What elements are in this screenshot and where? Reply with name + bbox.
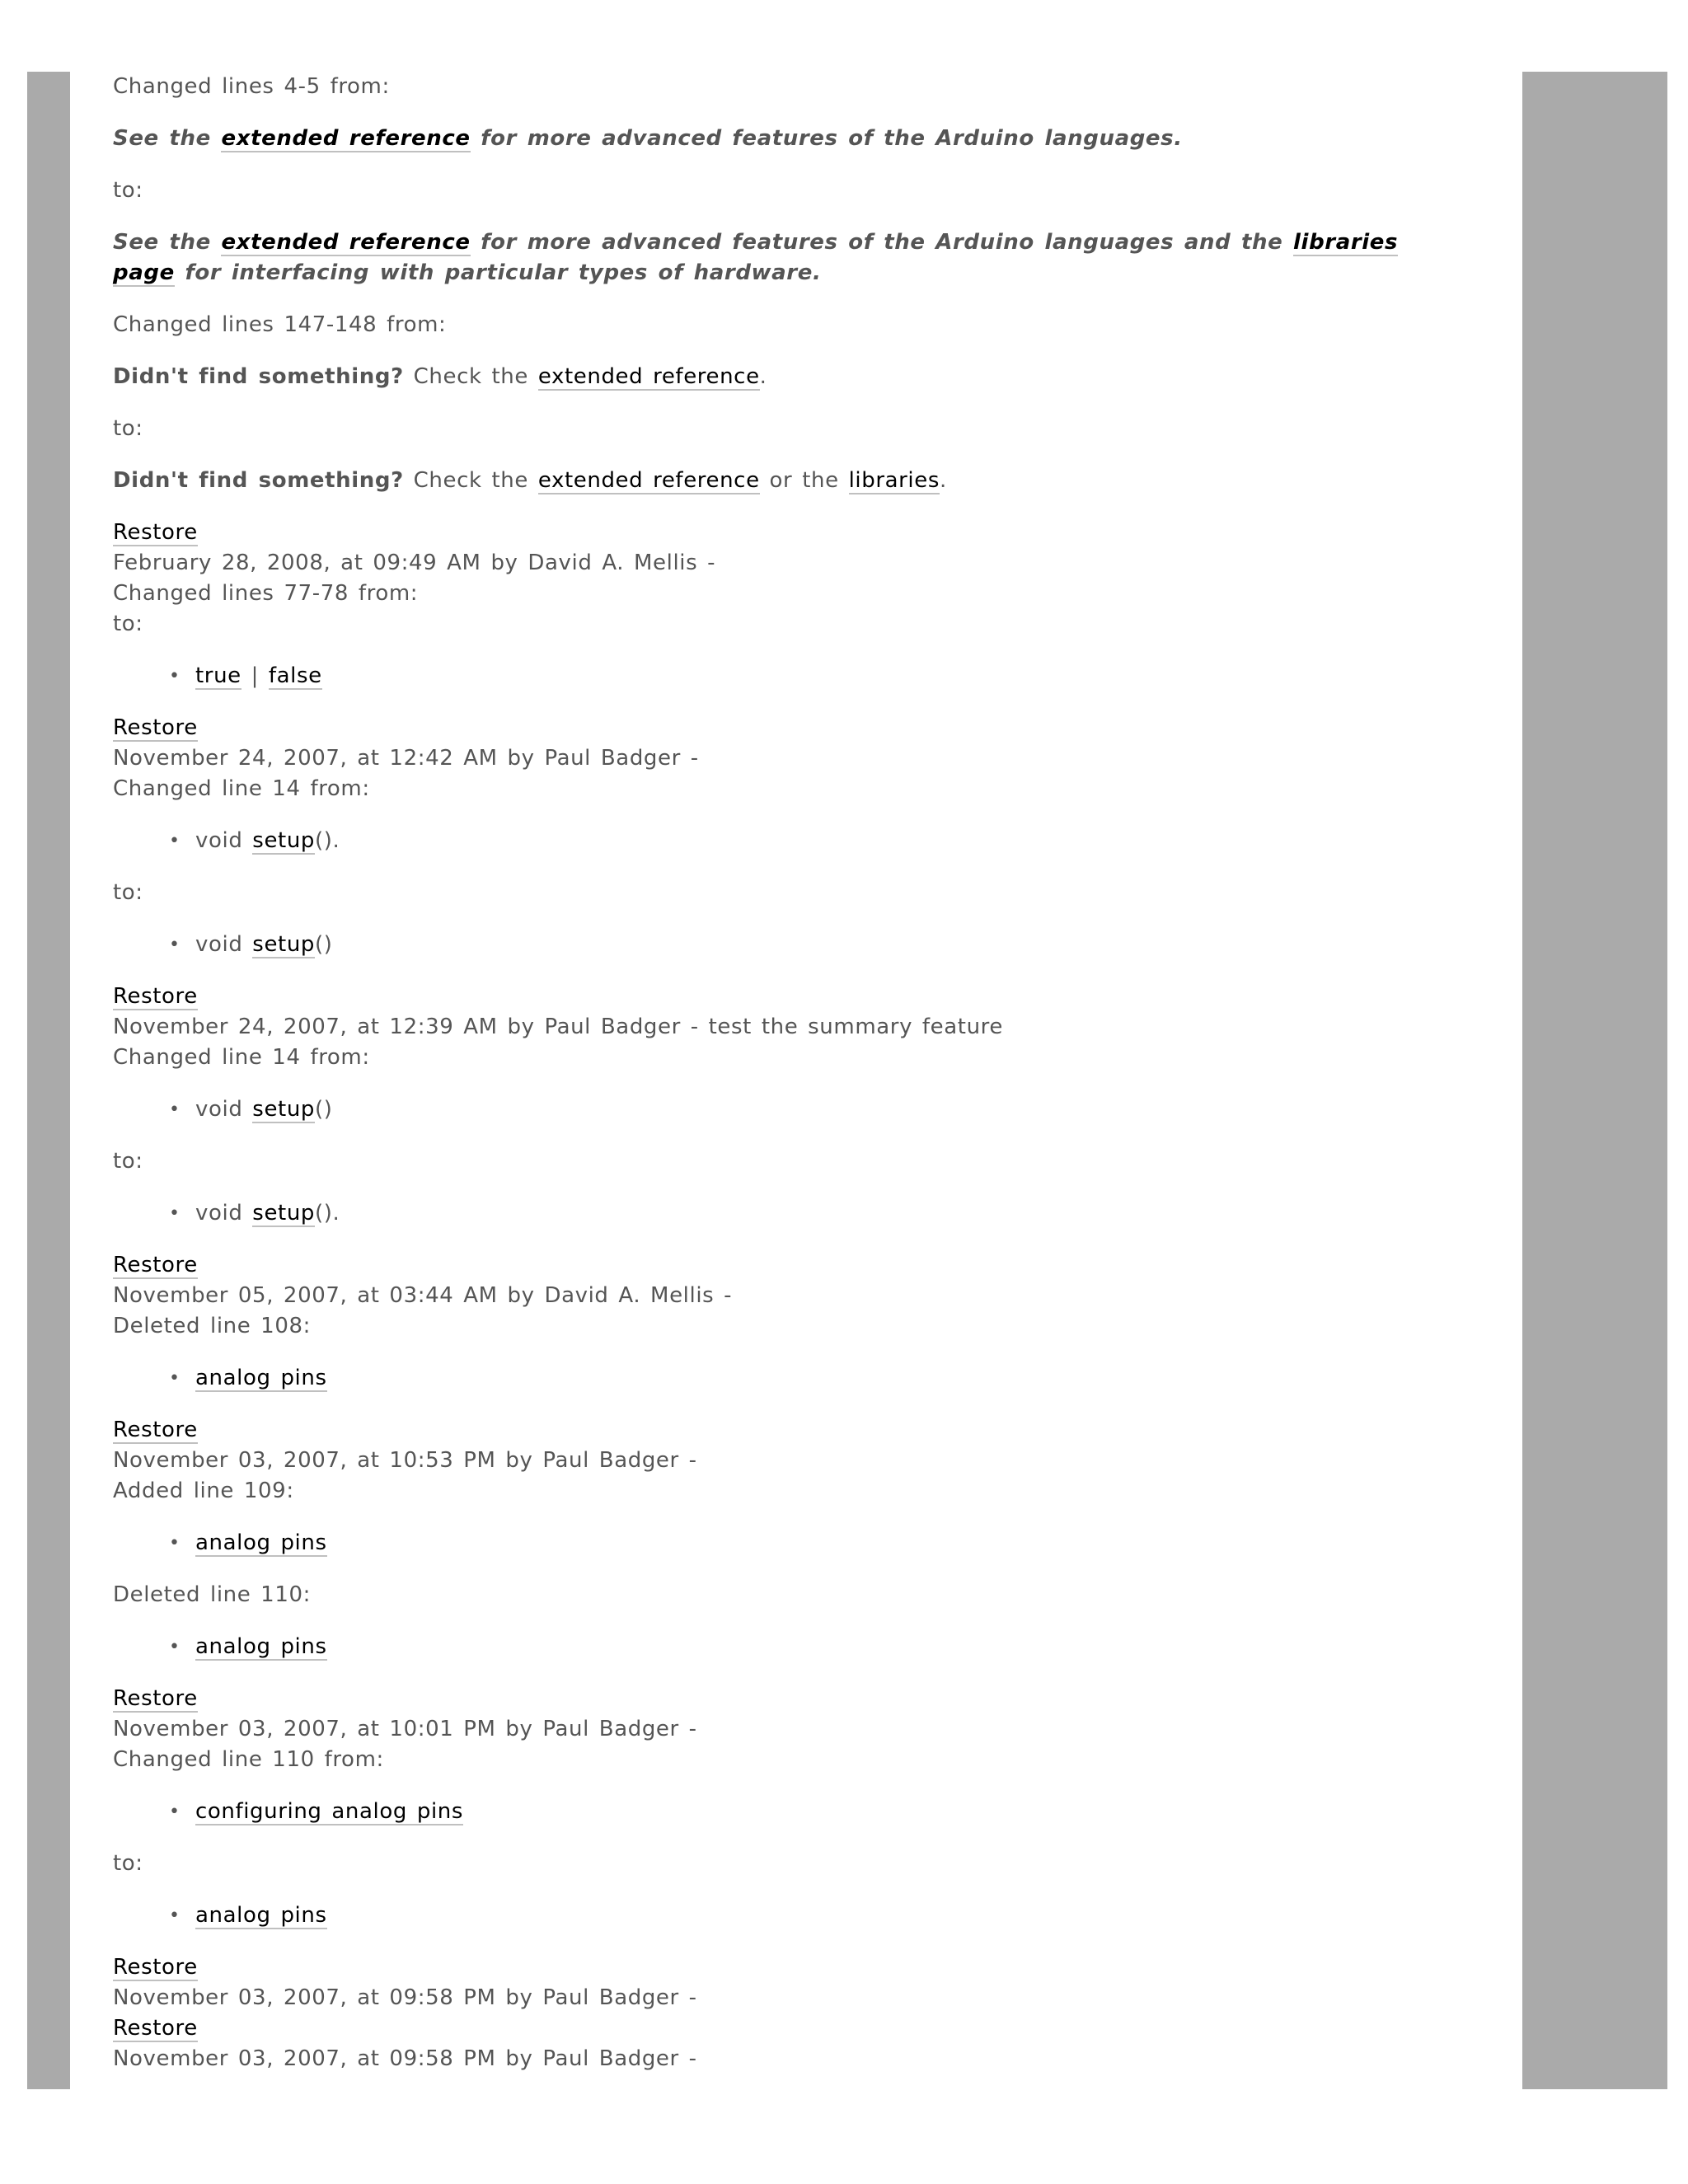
bullet-icon: • — [169, 1905, 181, 1926]
change-description: Changed lines 4-5 from: — [113, 74, 390, 99]
bullet-icon: • — [169, 1368, 181, 1389]
analog-pins-link[interactable]: analog pins — [195, 1366, 327, 1390]
entry-meta: November 03, 2007, at 09:58 PM by Paul Badger - — [113, 1985, 697, 2010]
change-description: Changed lines 147-148 from: — [113, 312, 447, 337]
bullet-icon: • — [169, 1203, 181, 1224]
change-description: Deleted line 110: — [113, 1582, 311, 1607]
bullet-icon: • — [169, 935, 181, 955]
to-label: to: — [113, 1851, 143, 1876]
bullet-icon: • — [169, 1637, 181, 1657]
diff-list — [113, 1632, 1448, 1662]
history-entry — [113, 1684, 1448, 1931]
diff-list — [113, 1900, 1448, 1931]
bullet-icon: • — [169, 1802, 181, 1822]
entry-meta: November 05, 2007, at 03:44 AM by David A. Mellis - — [113, 1283, 733, 1308]
diff-from-text: Didn't find something? Check the extended reference. — [113, 364, 767, 389]
restore-link[interactable]: Restore — [113, 984, 198, 1009]
diff-list — [113, 1094, 1448, 1125]
change-description: Changed line 14 from: — [113, 1045, 370, 1070]
list-item — [169, 1900, 1448, 1931]
restore-link[interactable]: Restore — [113, 1955, 198, 1980]
extended-reference-link[interactable]: extended reference — [537, 468, 760, 493]
change-description: Changed line 110 from: — [113, 1747, 384, 1772]
right-border-bar — [1522, 72, 1667, 2089]
change-description: Added line 109: — [113, 1479, 294, 1503]
list-item: • void setup(). — [195, 826, 1448, 856]
history-entry — [113, 2013, 1448, 2074]
setup-link[interactable]: setup — [252, 1097, 316, 1122]
libraries-page-link[interactable]: libraries page — [113, 230, 1399, 285]
entry-meta: February 28, 2008, at 09:49 AM by David A. Mellis - — [113, 551, 716, 575]
history-entry — [113, 1952, 1448, 2013]
analog-pins-link[interactable]: analog pins — [195, 1903, 327, 1928]
list-item: • true | false — [195, 661, 1448, 691]
diff-list — [113, 1797, 1448, 1827]
bullet-icon: • — [169, 1099, 181, 1120]
to-label: to: — [113, 880, 143, 905]
page-history-content — [113, 72, 1448, 2074]
history-entry — [113, 982, 1448, 1229]
restore-link[interactable]: Restore — [113, 1686, 198, 1711]
restore-link[interactable]: Restore — [113, 2016, 198, 2041]
diff-list — [113, 1528, 1448, 1558]
setup-link[interactable]: setup — [252, 828, 316, 853]
setup-link[interactable]: setup — [252, 932, 316, 957]
list-item: • void setup(). — [195, 1198, 1448, 1229]
restore-link[interactable]: Restore — [113, 520, 198, 545]
libraries-link[interactable]: libraries — [848, 468, 940, 493]
entry-meta: November 03, 2007, at 09:58 PM by Paul Badger - — [113, 2046, 697, 2071]
list-item — [169, 1632, 1448, 1662]
entry-meta: November 24, 2007, at 12:42 AM by Paul Badger - — [113, 746, 699, 771]
extended-reference-link[interactable]: extended reference — [221, 126, 471, 151]
entry-meta: November 03, 2007, at 10:53 PM by Paul Badger - — [113, 1448, 697, 1473]
restore-link[interactable]: Restore — [113, 1253, 198, 1277]
to-label: to: — [113, 1149, 143, 1174]
diff-list — [113, 661, 1448, 691]
restore-link[interactable]: Restore — [113, 715, 198, 740]
diff-list — [113, 1363, 1448, 1394]
list-item — [169, 1363, 1448, 1394]
true-link[interactable]: true — [195, 663, 241, 688]
history-entry — [113, 1415, 1448, 1662]
false-link[interactable]: false — [268, 663, 322, 688]
extended-reference-link[interactable]: extended reference — [537, 364, 760, 389]
analog-pins-link[interactable]: analog pins — [195, 1530, 327, 1555]
list-item — [169, 1797, 1448, 1827]
diff-from-text: See the extended reference for more advanced features of the Arduino languages. — [113, 126, 1183, 151]
diff-list — [113, 930, 1448, 960]
list-item: • void setup() — [195, 1094, 1448, 1125]
list-item: • void setup() — [195, 930, 1448, 960]
history-entry — [113, 1250, 1448, 1394]
analog-pins-link[interactable]: analog pins — [195, 1634, 327, 1659]
diff-to-text: See the extended reference for more advanced features of the Arduino languages and the libraries page for interfacing with particular types of hardware. — [113, 230, 1399, 285]
entry-meta: November 24, 2007, at 12:39 AM by Paul Badger - test the summary feature — [113, 1015, 1003, 1039]
to-label: to: — [113, 416, 143, 441]
change-description: Changed lines 77-78 from: — [113, 581, 419, 606]
to-label: to: — [113, 178, 143, 203]
extended-reference-link[interactable]: extended reference — [221, 230, 471, 255]
change-description: Changed line 14 from: — [113, 776, 370, 801]
list-item — [169, 1528, 1448, 1558]
left-border-bar — [27, 72, 70, 2089]
bullet-icon: • — [169, 831, 181, 851]
setup-link[interactable]: setup — [252, 1201, 316, 1226]
history-entry — [113, 713, 1448, 960]
bullet-icon: • — [169, 666, 181, 687]
restore-link[interactable]: Restore — [113, 1418, 198, 1442]
to-label: to: — [113, 612, 143, 636]
diff-list — [113, 1198, 1448, 1229]
configuring-analog-pins-link[interactable]: configuring analog pins — [195, 1799, 463, 1824]
diff-to-text: Didn't find something? Check the extended reference or the libraries. — [113, 468, 947, 493]
diff-list — [113, 826, 1448, 856]
history-entry — [113, 518, 1448, 691]
entry-meta: November 03, 2007, at 10:01 PM by Paul Badger - — [113, 1717, 697, 1741]
change-description: Deleted line 108: — [113, 1314, 311, 1338]
bullet-icon: • — [169, 1533, 181, 1554]
